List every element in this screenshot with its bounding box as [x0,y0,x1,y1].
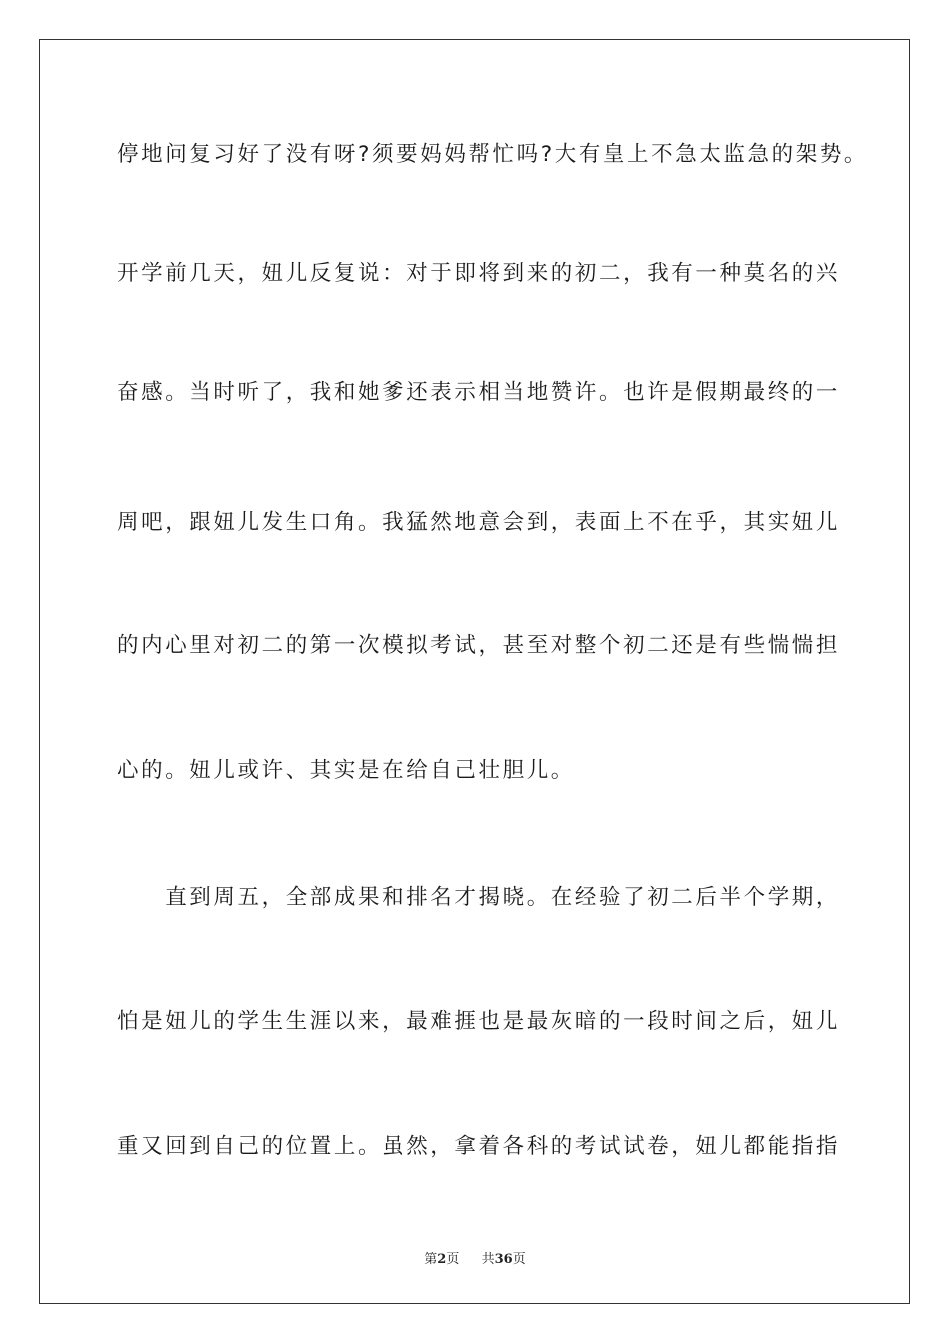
body-text-line-9: 重又回到自己的位置上。虽然，拿着各科的考试试卷，妞儿都能指指 [117,1134,841,1159]
total-suffix: 页 [512,1252,526,1267]
total-pages: 36 [494,1252,513,1267]
page-footer [0,1248,950,1267]
body-text-line-8: 怕是妞儿的学生生涯以来，最难捱也是最灰暗的一段时间之后，妞儿 [117,1009,841,1034]
page-prefix: 第 [424,1252,438,1267]
page-suffix: 页 [446,1252,460,1267]
total-prefix: 共 [481,1252,495,1267]
body-text-line-3: 奋感。当时听了，我和她爹还表示相当地赞许。也许是假期最终的一 [117,380,841,405]
page-border [39,39,910,1304]
page-number: 2 [437,1252,447,1267]
body-text-line-6: 心的。妞儿或许、其实是在给自己壮胆儿。 [117,758,575,783]
body-text-line-4: 周吧，跟妞儿发生口角。我猛然地意会到，表面上不在乎，其实妞儿 [117,510,841,535]
body-text-line-1: 停地问复习好了没有呀?须要妈妈帮忙吗?大有皇上不急太监急的架势。 [117,142,869,167]
body-text-line-7: 直到周五，全部成果和排名才揭晓。在经验了初二后半个学期， [117,885,841,910]
body-text-line-5: 的内心里对初二的第一次模拟考试，甚至对整个初二还是有些惴惴担 [117,633,841,658]
body-text-line-2: 开学前几天，妞儿反复说：对于即将到来的初二，我有一种莫名的兴 [117,261,841,286]
